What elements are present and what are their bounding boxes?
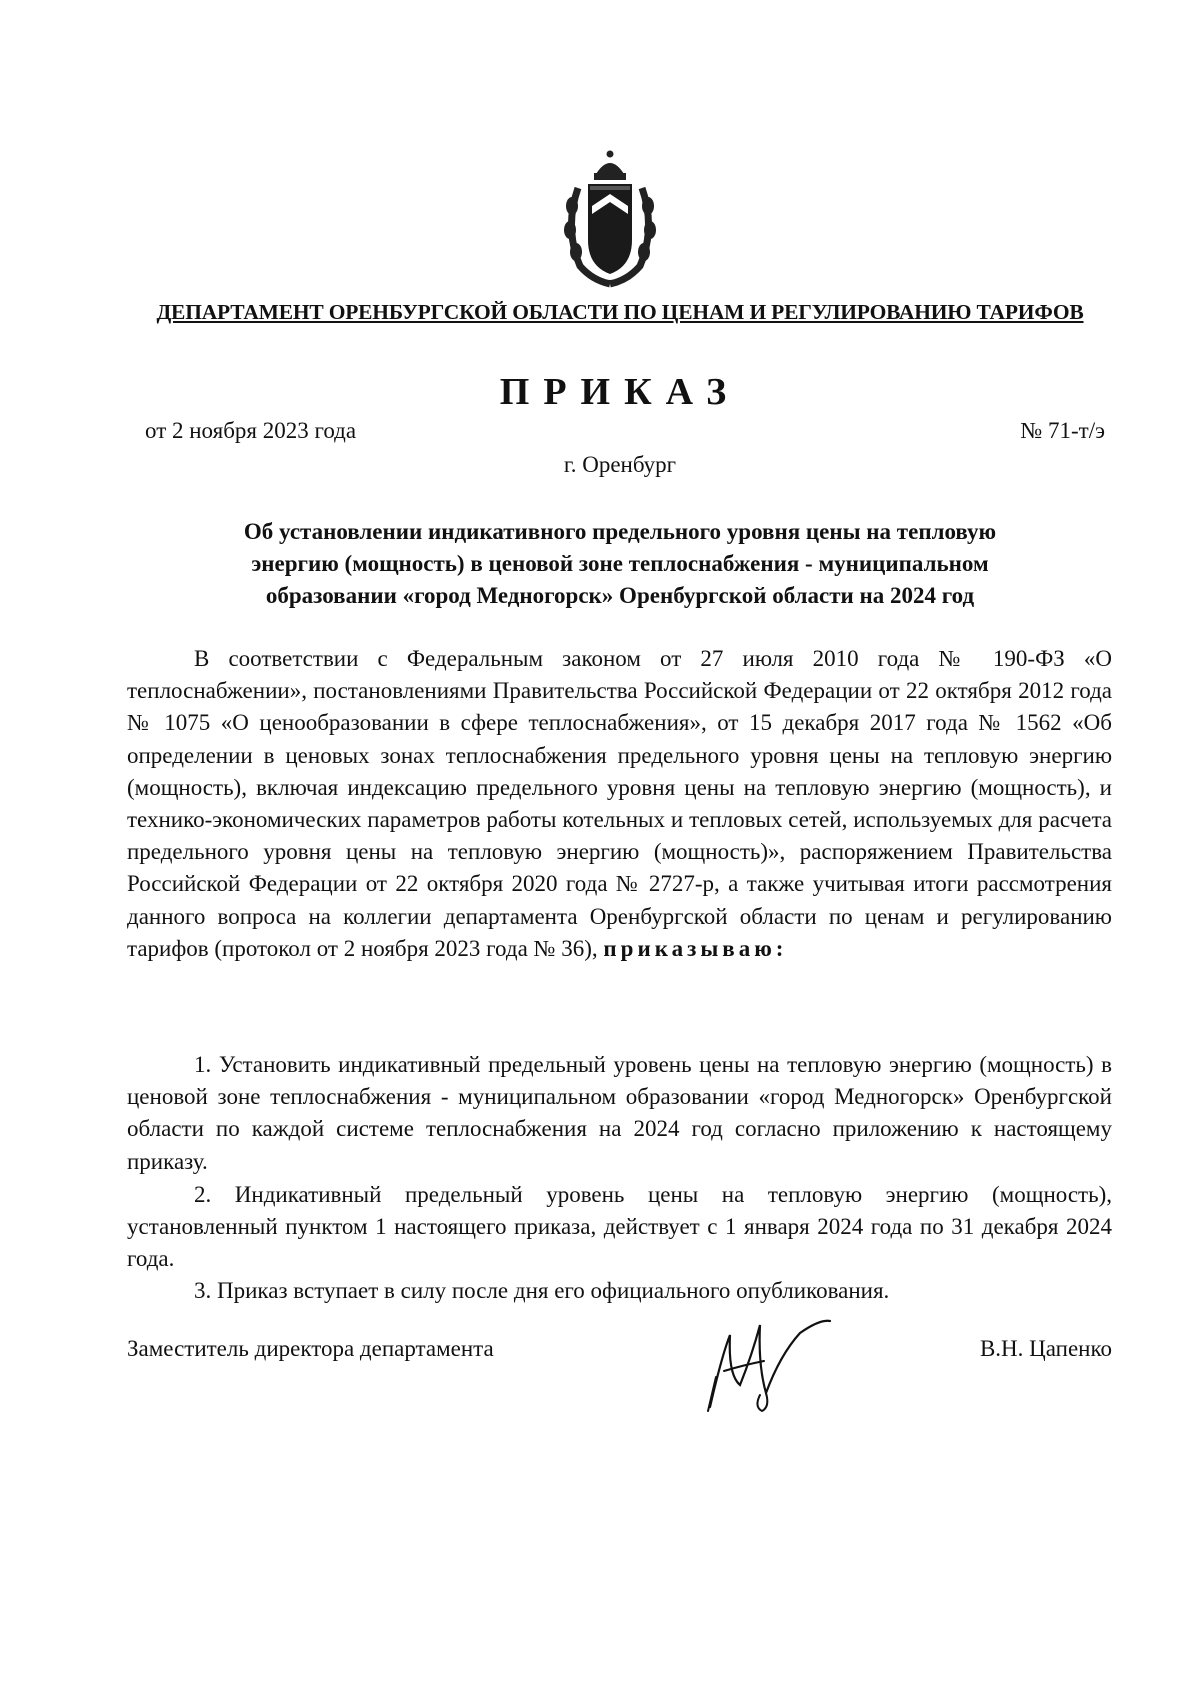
title-line: образовании «город Медногорск» Оренбургской области на 2024 год xyxy=(265,583,975,608)
document-city: г. Оренбург xyxy=(563,452,677,477)
department-name: ДЕПАРТАМЕНТ ОРЕНБУРГСКОЙ ОБЛАСТИ ПО ЦЕНАМ И РЕГУЛИРОВАНИЮ ТАРИФОВ xyxy=(156,300,1084,324)
document-date: от 2 ноября 2023 года xyxy=(145,418,357,443)
coat-of-arms-emblem xyxy=(560,148,660,288)
handwritten-signature xyxy=(700,1315,840,1415)
preamble-text: В соответствии с Федеральным законом от 27 июля 2010 года № 190-ФЗ «О теплоснабжении», постановлениями Правительства Российской Федерации от 22 октября 2012 года № 1075 «О ценообразовании в сфере теплоснабжения», от 15 декабря 2017 года № 1562 «Об определении в ценовых зонах теплоснабжения предельного уровня цены на тепловую энергию (мощность), включая индексацию предельного уровня цены на тепловую энергию (мощность), и технико-экономических параметров работы котельных и тепловых сетей, используемых для расчета предельного уровня цены на тепловую энергию (мощность)», распоряжением Правительства Российской Федерации от 22 октября 2020 года № 2727-р, а также учитывая итоги рассмотрения данного вопроса на коллегии департамента Оренбургской области по ценам и регулированию тарифов (протокол от 2 ноября 2023 года № 36), xyxy=(127,646,1112,961)
order-word: приказываю: xyxy=(603,935,788,961)
order-item-2: 2. Индикативный предельный уровень цены на тепловую энергию (мощность), установленный пунктом 1 настоящего приказа, действует с 1 января 2024 года по 31 декабря 2024 года. xyxy=(127,1182,1112,1272)
document-title xyxy=(150,516,1090,612)
title-line: энергию (мощность) в ценовой зоне теплоснабжения - муниципальном xyxy=(251,551,989,576)
signatory-name: В.Н. Цапенко xyxy=(979,1336,1112,1361)
order-item-3: 3. Приказ вступает в силу после дня его официального опубликования. xyxy=(194,1278,890,1303)
preamble-paragraph xyxy=(127,643,1112,965)
title-line: Об установлении индикативного предельного уровня цены на тепловую xyxy=(243,519,997,544)
document-type-heading: ПРИКАЗ xyxy=(499,371,741,413)
signatory-role: Заместитель директора департамента xyxy=(127,1336,494,1361)
order-item-1: 1. Установить индикативный предельный уровень цены на тепловую энергию (мощность) в ценовой зоне теплоснабжения - муниципальном образовании «город Медногорск» Оренбургской области по каждой системе теплоснабжения на 2024 год согласно приложению к настоящему приказу. xyxy=(127,1052,1112,1174)
document-number: № 71-т/э xyxy=(1020,418,1105,443)
